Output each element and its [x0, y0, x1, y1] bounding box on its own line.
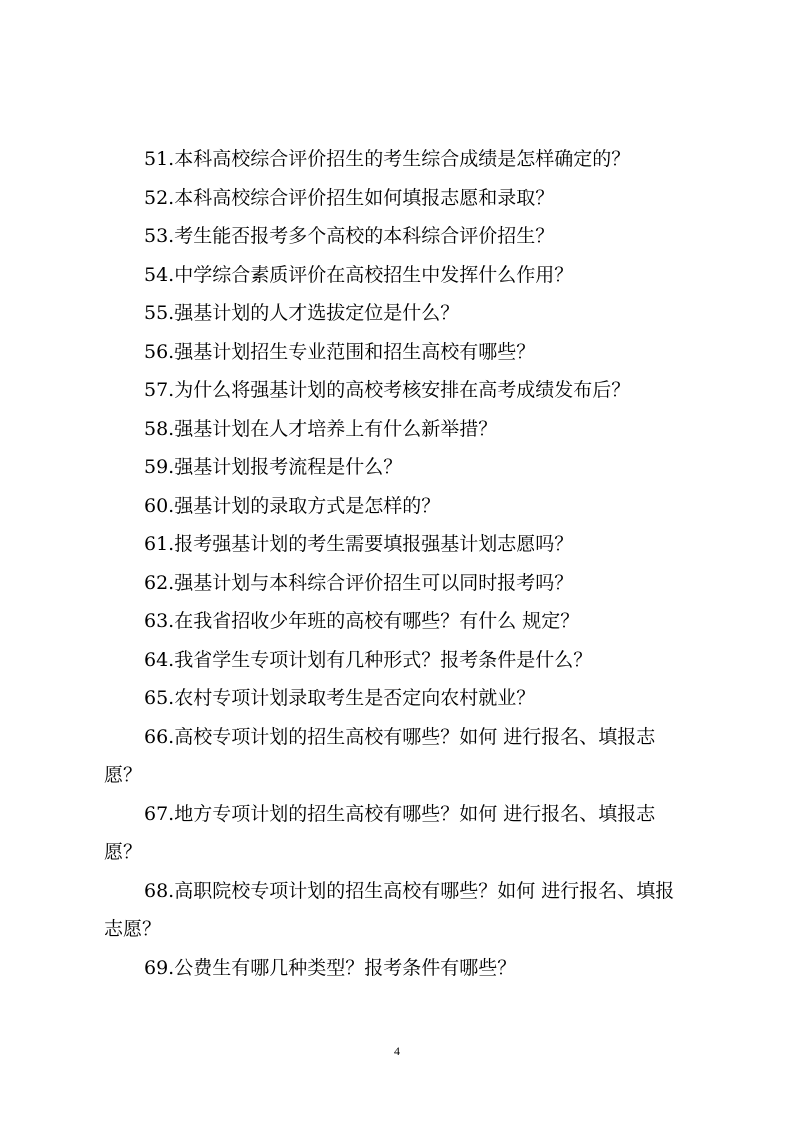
question-52: 52.本科高校综合评价招生如何填报志愿和录取？ — [144, 186, 555, 209]
question-57: 57.为什么将强基计划的高校考核安排在高考成绩发布后？ — [144, 379, 631, 401]
question-64: 64.我省学生专项计划有几种形式？报考条件是什么？ — [144, 648, 593, 671]
question-68: 68.高职院校专项计划的招生高校有哪些？如何 进行报名、填报志愿？ — [104, 879, 675, 940]
question-61: 61.报考强基计划的考生需要填报强基计划志愿吗？ — [144, 533, 574, 555]
question-51: 51.本科高校综合评价招生的考生综合成绩是怎样确定的？ — [144, 148, 631, 170]
question-54: 54.中学综合素质评价在高校招生中发挥什么作用？ — [144, 263, 574, 286]
question-65: 65.农村专项计划录取考生是否定向农村就业？ — [144, 687, 536, 709]
question-62: 62.强基计划与本科综合评价招生可以同时报考吗？ — [144, 571, 574, 594]
question-53: 53.考生能否报考多个高校的本科综合评价招生？ — [144, 225, 555, 247]
page-number: 4 — [394, 1044, 400, 1058]
question-63: 63.在我省招收少年班的高校有哪些？有什么 规定？ — [144, 610, 580, 632]
question-list — [104, 140, 684, 987]
question-55: 55.强基计划的人才选拔定位是什么？ — [144, 302, 460, 324]
question-67: 67.地方专项计划的招生高校有哪些？如何 进行报名、填报志愿？ — [104, 802, 656, 863]
question-56: 56.强基计划招生专业范围和招生高校有哪些？ — [144, 340, 536, 363]
question-66: 66.高校专项计划的招生高校有哪些？如何 进行报名、填报志愿？ — [104, 725, 656, 786]
question-69: 69.公费生有哪几种类型？报考条件有哪些？ — [144, 956, 517, 979]
question-58: 58.强基计划在人才培养上有什么新举措？ — [144, 417, 498, 440]
question-59: 59.强基计划报考流程是什么？ — [144, 456, 403, 478]
question-60: 60.强基计划的录取方式是怎样的？ — [144, 494, 441, 517]
